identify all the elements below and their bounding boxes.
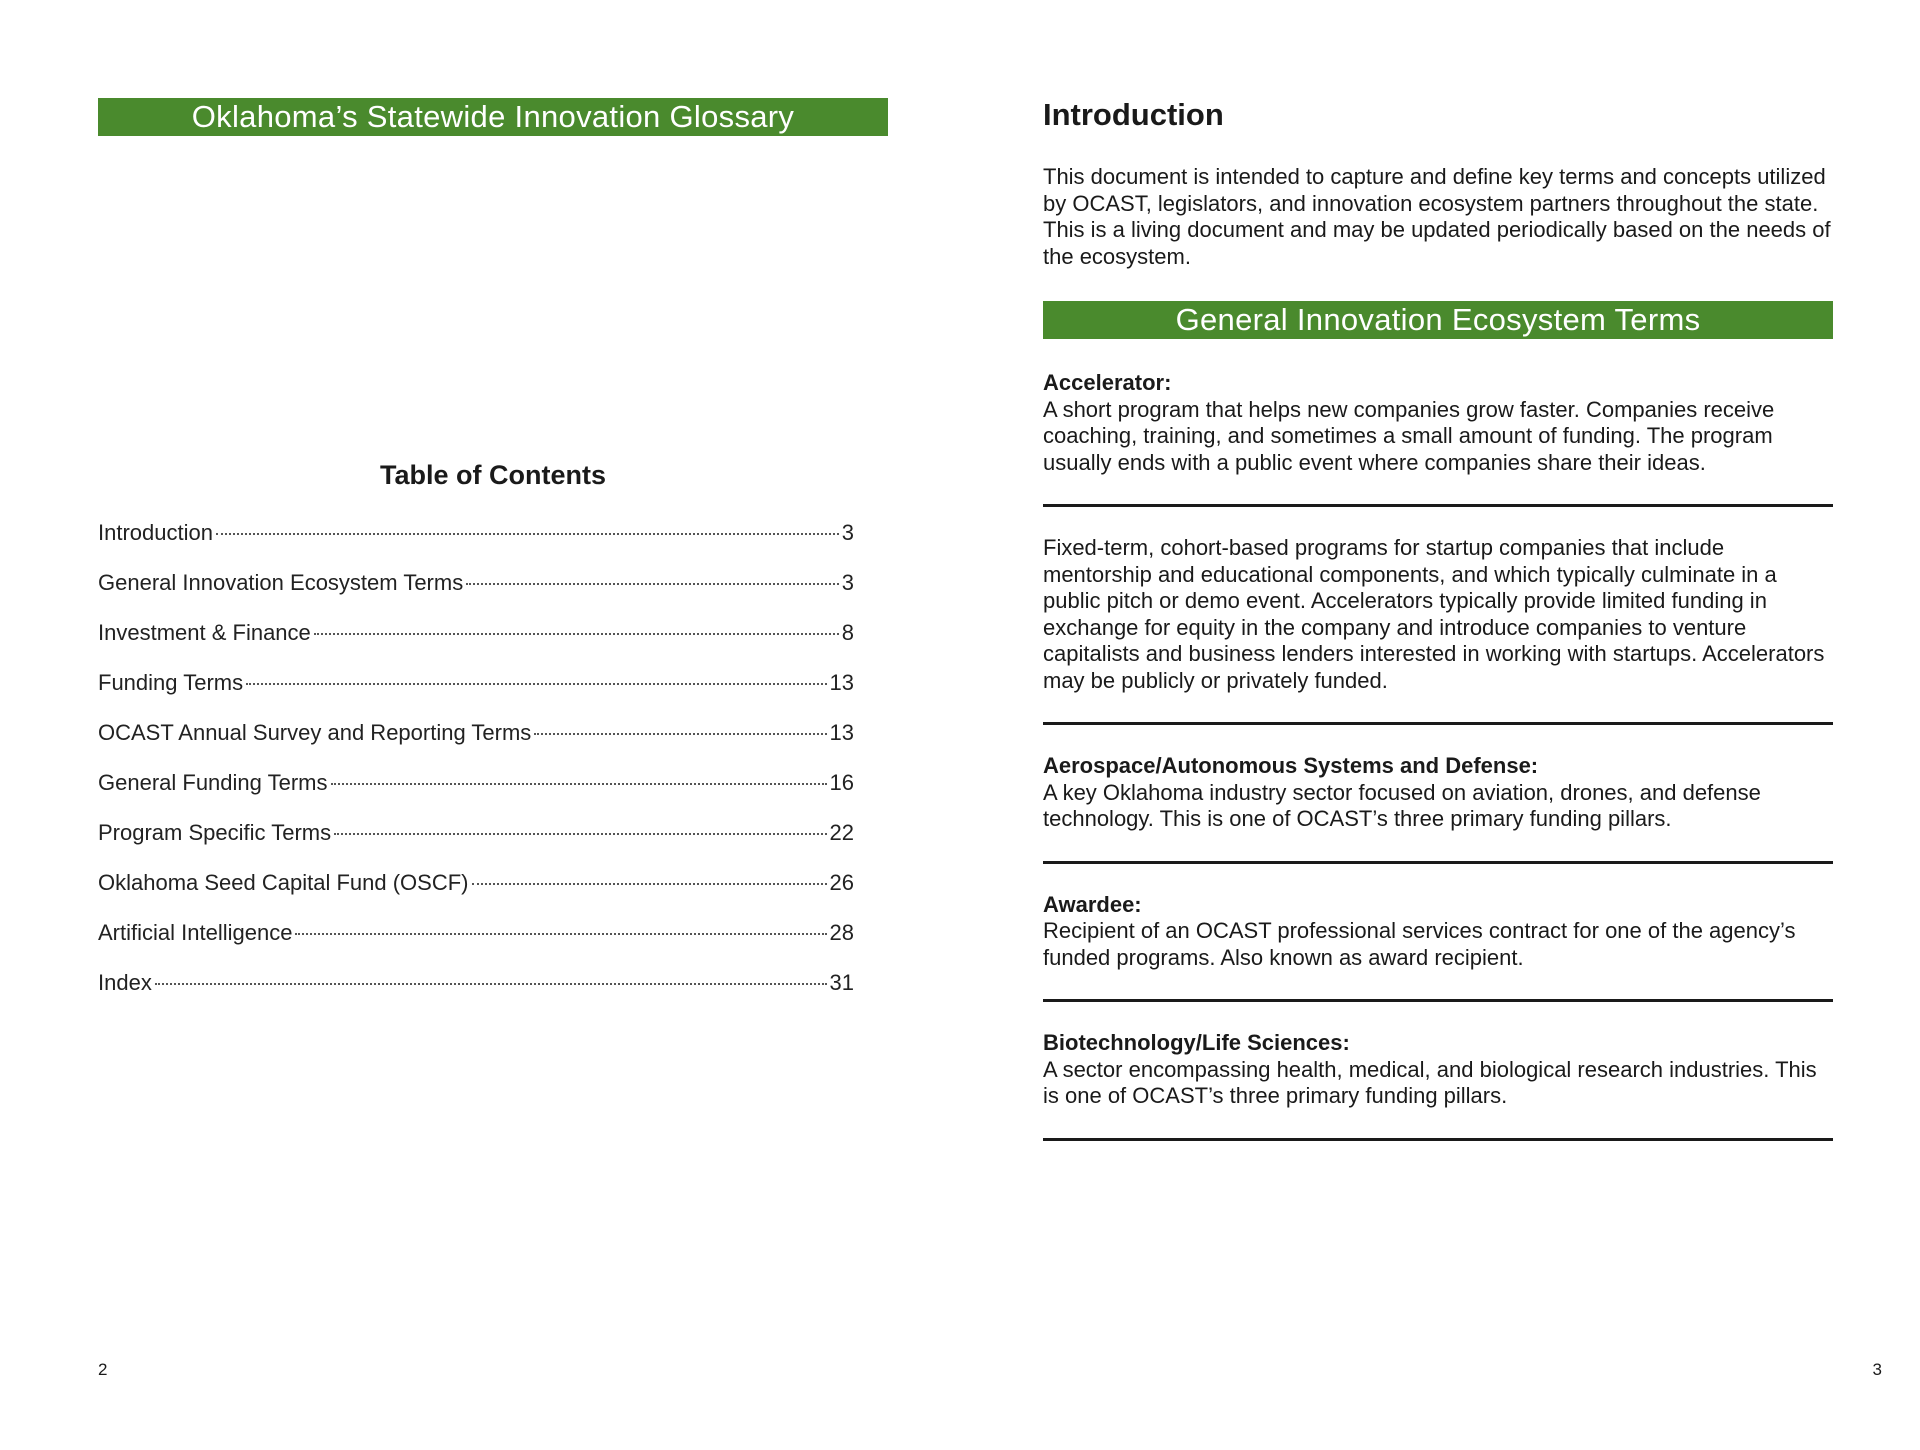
page-number: 2 xyxy=(98,1360,108,1379)
toc-leader-dots xyxy=(472,883,827,885)
toc-leader-dots xyxy=(331,783,827,785)
toc-entry-label: Oklahoma Seed Capital Fund (OSCF) xyxy=(98,870,469,895)
toc-leader-dots xyxy=(534,733,826,735)
right-page xyxy=(960,0,1920,1450)
toc-leader-dots xyxy=(314,633,839,635)
toc-entry[interactable] xyxy=(98,720,854,770)
toc-entry[interactable] xyxy=(98,670,854,720)
toc-entry-label: General Innovation Ecosystem Terms xyxy=(98,570,464,595)
toc-entry-label: General Funding Terms xyxy=(98,770,328,795)
glossary-entry xyxy=(1043,370,1833,507)
toc-entry-page: 8 xyxy=(841,620,854,645)
section-banner: General Innovation Ecosystem Terms xyxy=(1043,301,1833,339)
term-definition: Fixed-term, cohort-based programs for startup companies that include mentorship and educational components, and which typically culminate in a public pitch or demo event. Accelerators typically provide limited funding in exchange for equity in the company and introduce companies to venture capitalists and business lenders interested in working with startups. Accelerators may be publicly or privately funded. xyxy=(1043,535,1825,693)
toc-leader-dots xyxy=(155,983,827,985)
glossary-entry xyxy=(1043,753,1833,864)
page-number: 3 xyxy=(1872,1360,1882,1379)
term-name: Biotechnology/Life Sciences: xyxy=(1043,1030,1350,1055)
table-of-contents xyxy=(98,520,854,1020)
glossary-terms xyxy=(1043,370,1833,1169)
toc-leader-dots xyxy=(216,533,839,535)
intro-heading: Introduction xyxy=(1043,97,1224,132)
toc-entry-label: Introduction xyxy=(98,520,213,545)
toc-entry-page: 13 xyxy=(829,720,854,745)
glossary-title-banner: Oklahoma’s Statewide Innovation Glossary xyxy=(98,98,888,136)
term-name: Accelerator: xyxy=(1043,370,1172,395)
glossary-entry xyxy=(1043,892,1833,1003)
term-definition: A sector encompassing health, medical, and biological research industries. This is one of OCAST’s three primary funding pillars. xyxy=(1043,1056,1817,1108)
toc-leader-dots xyxy=(295,933,826,935)
toc-leader-dots xyxy=(466,583,839,585)
intro-paragraph: This document is intended to capture and define key terms and concepts utilized by OCAST, legislators, and innovation ecosystem partners throughout the state. This is a living document and may be updated periodically based on the needs of the ecosystem. xyxy=(1043,164,1831,269)
toc-entry-label: Investment & Finance xyxy=(98,620,311,645)
toc-entry[interactable] xyxy=(98,820,854,870)
toc-entry[interactable] xyxy=(98,920,854,970)
term-definition: A short program that helps new companies grow faster. Companies receive coaching, training, and sometimes a small amount of funding. The program usually ends with a public event where companies share their ideas. xyxy=(1043,396,1775,475)
toc-entry[interactable] xyxy=(98,620,854,670)
toc-entry-page: 28 xyxy=(829,920,854,945)
toc-entry-page: 16 xyxy=(829,770,854,795)
toc-entry-page: 22 xyxy=(829,820,854,845)
toc-entry[interactable] xyxy=(98,570,854,620)
toc-entry-page: 3 xyxy=(841,520,854,545)
toc-entry-page: 31 xyxy=(829,970,854,995)
toc-entry[interactable] xyxy=(98,520,854,570)
toc-entry-label: Index xyxy=(98,970,152,995)
toc-entry[interactable] xyxy=(98,970,854,1020)
toc-entry[interactable] xyxy=(98,870,854,920)
toc-entry-page: 26 xyxy=(829,870,854,895)
toc-entry-page: 3 xyxy=(841,570,854,595)
toc-entry-label: Artificial Intelligence xyxy=(98,920,293,945)
toc-entry[interactable] xyxy=(98,770,854,820)
term-name: Aerospace/Autonomous Systems and Defense: xyxy=(1043,753,1539,778)
glossary-entry xyxy=(1043,535,1833,725)
toc-title: Table of Contents xyxy=(380,460,606,490)
toc-entry-label: Funding Terms xyxy=(98,670,244,695)
term-definition: Recipient of an OCAST professional services contract for one of the agency’s funded programs. Also known as award recipient. xyxy=(1043,918,1796,970)
term-name: Awardee: xyxy=(1043,891,1142,917)
toc-entry-label: Program Specific Terms xyxy=(98,820,332,845)
toc-entry-page: 13 xyxy=(829,670,854,695)
toc-entry-label: OCAST Annual Survey and Reporting Terms xyxy=(98,720,532,745)
toc-leader-dots xyxy=(246,683,826,685)
glossary-entry xyxy=(1043,1030,1833,1141)
toc-leader-dots xyxy=(334,833,826,835)
term-definition: A key Oklahoma industry sector focused on aviation, drones, and defense technology. This is one of OCAST’s three primary funding pillars. xyxy=(1043,779,1761,831)
